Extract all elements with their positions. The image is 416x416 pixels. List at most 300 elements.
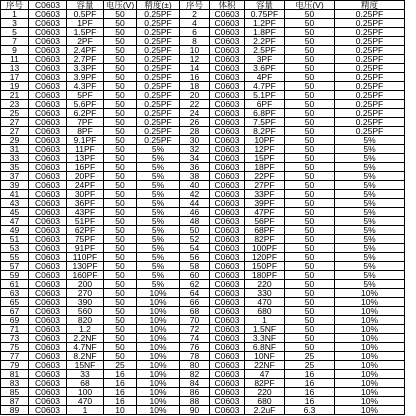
cell-right-tolerance: 10% [335, 379, 405, 388]
cell-right-size: C0603 [210, 235, 245, 244]
cell-left-size: C0603 [29, 370, 67, 379]
cell-right-size: C0603 [210, 271, 245, 280]
cell-right-voltage: 16 [285, 388, 335, 397]
cell-right-voltage: 6.3 [285, 406, 335, 415]
table-row [1, 199, 405, 208]
cell-left-tolerance: 10% [137, 388, 180, 397]
table-row [1, 370, 405, 379]
cell-left-tolerance: 10% [137, 352, 180, 361]
cell-left-capacitance: 2.4PF [67, 46, 104, 55]
cell-left-tolerance: 10% [137, 316, 180, 325]
cell-left-voltage: 50 [104, 307, 137, 316]
cell-left-tolerance: 5% [137, 145, 180, 154]
cell-right-capacitance: 3PF [245, 55, 285, 64]
cell-left-tolerance: 5% [137, 226, 180, 235]
cell-left-size: C0603 [29, 28, 67, 37]
cell-left-tolerance: 5% [137, 253, 180, 262]
table-row [1, 163, 405, 172]
cell-right-no: 28 [180, 127, 210, 136]
table-row [1, 226, 405, 235]
table-row [1, 37, 405, 46]
cell-left-voltage: 10 [104, 406, 137, 415]
table-row [1, 100, 405, 109]
cell-right-voltage: 50 [285, 307, 335, 316]
cell-right-voltage: 50 [285, 46, 335, 55]
cell-left-no: 39 [1, 181, 29, 190]
cell-right-tolerance: 0.25PF [335, 100, 405, 109]
cell-left-capacitance: 9.1PF [67, 136, 104, 145]
cell-left-no: 79 [1, 361, 29, 370]
cell-left-voltage: 50 [104, 10, 137, 19]
cell-left-tolerance: 5% [137, 163, 180, 172]
cell-right-voltage: 50 [285, 10, 335, 19]
cell-left-voltage: 50 [104, 91, 137, 100]
cell-right-size: C0603 [210, 181, 245, 190]
cell-right-tolerance: 10% [335, 307, 405, 316]
cell-left-voltage: 50 [104, 199, 137, 208]
cell-left-capacitance: 8PF [67, 127, 104, 136]
cell-left-capacitance: 0.5PF [67, 10, 104, 19]
cell-right-no: 60 [180, 271, 210, 280]
cell-right-no: 38 [180, 172, 210, 181]
cell-right-voltage: 50 [285, 145, 335, 154]
cell-left-size: C0603 [29, 37, 67, 46]
cell-left-tolerance: 10% [137, 289, 180, 298]
cell-left-capacitance: 2.7PF [67, 55, 104, 64]
cell-left-tolerance: 5% [137, 235, 180, 244]
cell-left-tolerance: 5% [137, 217, 180, 226]
cell-left-no: 45 [1, 208, 29, 217]
cell-left-voltage: 50 [104, 325, 137, 334]
cell-left-no: 83 [1, 379, 29, 388]
cell-left-voltage: 16 [104, 370, 137, 379]
cell-left-no: 33 [1, 154, 29, 163]
cell-left-voltage: 50 [104, 190, 137, 199]
cell-right-size: C0603 [210, 388, 245, 397]
cell-left-no: 43 [1, 199, 29, 208]
cell-right-voltage: 50 [285, 64, 335, 73]
cell-right-size: C0603 [210, 406, 245, 415]
table-row [1, 280, 405, 289]
cell-right-tolerance: 0.25PF [335, 127, 405, 136]
cell-right-capacitance: 8.2PF [245, 127, 285, 136]
cell-left-tolerance: 5% [137, 244, 180, 253]
cell-right-capacitance: 680 [245, 397, 285, 406]
cell-left-capacitance: 1PF [67, 19, 104, 28]
header-cell-left-voltage: 电压(V) [104, 1, 137, 10]
cell-left-voltage: 50 [104, 262, 137, 271]
cell-right-no: 76 [180, 343, 210, 352]
cell-right-size: C0603 [210, 190, 245, 199]
cell-left-size: C0603 [29, 136, 67, 145]
cell-left-capacitance: 5.6PF [67, 100, 104, 109]
cell-left-tolerance: 0.25PF [137, 82, 180, 91]
cell-left-voltage: 50 [104, 136, 137, 145]
header-cell-right-capacitance: 容量 [245, 1, 285, 10]
cell-left-voltage: 50 [104, 217, 137, 226]
header-cell-right-tolerance: 精度 [335, 1, 405, 10]
cell-right-tolerance: 0.25PF [335, 109, 405, 118]
table-row [1, 46, 405, 55]
cell-right-tolerance: 5% [335, 145, 405, 154]
cell-left-capacitance: 470 [67, 397, 104, 406]
table-row [1, 361, 405, 370]
cell-left-no: 69 [1, 316, 29, 325]
cell-right-tolerance: 10% [335, 406, 405, 415]
cell-right-tolerance: 0.25PF [335, 64, 405, 73]
cell-right-capacitance: 0.75PF [245, 10, 285, 19]
cell-right-capacitance: 22NF [245, 361, 285, 370]
cell-left-size: C0603 [29, 352, 67, 361]
cell-left-voltage: 50 [104, 154, 137, 163]
cell-left-size: C0603 [29, 325, 67, 334]
cell-left-capacitance: 820 [67, 316, 104, 325]
cell-right-no: 24 [180, 109, 210, 118]
cell-left-voltage: 50 [104, 145, 137, 154]
cell-left-no: 85 [1, 388, 29, 397]
cell-left-voltage: 50 [104, 55, 137, 64]
table-row [1, 154, 405, 163]
cell-right-capacitance: 82PF [245, 379, 285, 388]
cell-right-size: C0603 [210, 217, 245, 226]
cell-left-no: 77 [1, 352, 29, 361]
cell-left-capacitance: 2PF [67, 37, 104, 46]
cell-right-no: 30 [180, 136, 210, 145]
cell-right-voltage: 50 [285, 154, 335, 163]
cell-left-size: C0603 [29, 73, 67, 82]
table-row [1, 262, 405, 271]
cell-right-size: C0603 [210, 172, 245, 181]
header-cell-left-no: 序号 [1, 1, 29, 10]
cell-left-size: C0603 [29, 343, 67, 352]
cell-right-no: 88 [180, 397, 210, 406]
cell-left-voltage: 16 [104, 388, 137, 397]
cell-right-voltage: 50 [285, 298, 335, 307]
cell-left-capacitance: 3.3PF [67, 64, 104, 73]
cell-left-voltage: 50 [104, 19, 137, 28]
cell-left-no: 41 [1, 190, 29, 199]
cell-right-no: 58 [180, 262, 210, 271]
cell-left-voltage: 50 [104, 244, 137, 253]
cell-left-tolerance: 5% [137, 199, 180, 208]
cell-left-size: C0603 [29, 46, 67, 55]
cell-right-no: 48 [180, 217, 210, 226]
cell-right-size: C0603 [210, 298, 245, 307]
cell-left-capacitance: 5PF [67, 91, 104, 100]
cell-left-tolerance: 10% [137, 334, 180, 343]
cell-right-tolerance: 10% [335, 316, 405, 325]
table-row [1, 235, 405, 244]
cell-right-size: C0603 [210, 19, 245, 28]
cell-left-capacitance: 100 [67, 388, 104, 397]
cell-left-size: C0603 [29, 397, 67, 406]
cell-left-voltage: 50 [104, 37, 137, 46]
cell-right-voltage: 50 [285, 91, 335, 100]
cell-left-capacitance: 62PF [67, 226, 104, 235]
cell-right-voltage: 50 [285, 253, 335, 262]
cell-right-tolerance: 5% [335, 199, 405, 208]
cell-left-size: C0603 [29, 316, 67, 325]
cell-right-size: C0603 [210, 325, 245, 334]
cell-left-size: C0603 [29, 55, 67, 64]
cell-right-capacitance: 120PF [245, 253, 285, 262]
cell-right-capacitance: 27PF [245, 181, 285, 190]
cell-right-voltage: 50 [285, 190, 335, 199]
cell-right-tolerance: 5% [335, 244, 405, 253]
table-row [1, 208, 405, 217]
cell-right-capacitance: 1.8PF [245, 28, 285, 37]
cell-right-capacitance: 10PF [245, 136, 285, 145]
cell-right-voltage: 50 [285, 217, 335, 226]
cell-right-capacitance: 2.5PF [245, 46, 285, 55]
cell-right-voltage: 50 [285, 226, 335, 235]
cell-right-tolerance: 10% [335, 343, 405, 352]
cell-right-tolerance: 5% [335, 262, 405, 271]
cell-left-tolerance: 0.25PF [137, 28, 180, 37]
cell-right-no: 70 [180, 316, 210, 325]
cell-left-size: C0603 [29, 154, 67, 163]
cell-right-voltage: 50 [285, 280, 335, 289]
cell-right-size: C0603 [210, 199, 245, 208]
cell-left-capacitance: 270 [67, 289, 104, 298]
cell-left-tolerance: 10% [137, 361, 180, 370]
cell-left-no: 61 [1, 280, 29, 289]
header-cell-right-voltage: 电压(V) [285, 1, 335, 10]
cell-right-voltage: 50 [285, 163, 335, 172]
cell-left-no: 55 [1, 253, 29, 262]
cell-left-no: 25 [1, 109, 29, 118]
cell-left-capacitance: 130PF [67, 262, 104, 271]
table-row [1, 28, 405, 37]
cell-left-tolerance: 10% [137, 370, 180, 379]
cell-left-no: 65 [1, 298, 29, 307]
cell-right-voltage: 16 [285, 397, 335, 406]
cell-right-capacitance: 18PF [245, 163, 285, 172]
cell-left-no: 5 [1, 28, 29, 37]
cell-right-capacitance: 4PF [245, 73, 285, 82]
cell-right-capacitance: 680 [245, 307, 285, 316]
cell-right-size: C0603 [210, 334, 245, 343]
cell-right-size: C0603 [210, 91, 245, 100]
cell-left-no: 63 [1, 289, 29, 298]
cell-left-size: C0603 [29, 388, 67, 397]
cell-right-size: C0603 [210, 379, 245, 388]
cell-left-tolerance: 10% [137, 298, 180, 307]
cell-right-capacitance: 82PF [245, 235, 285, 244]
table-row [1, 316, 405, 325]
cell-left-capacitance: 1.2 [67, 325, 104, 334]
table-row [1, 118, 405, 127]
table-row [1, 397, 405, 406]
cell-left-size: C0603 [29, 406, 67, 415]
cell-right-no: 40 [180, 181, 210, 190]
cell-right-size: C0603 [210, 145, 245, 154]
cell-right-tolerance: 10% [335, 370, 405, 379]
cell-right-capacitance: 68PF [245, 226, 285, 235]
cell-right-voltage: 25 [285, 352, 335, 361]
cell-left-capacitance: 8.2NF [67, 352, 104, 361]
cell-right-capacitance: 2.2PF [245, 37, 285, 46]
cell-right-size: C0603 [210, 370, 245, 379]
cell-right-capacitance: 5.1PF [245, 91, 285, 100]
cell-right-no: 2 [180, 10, 210, 19]
cell-right-size: C0603 [210, 307, 245, 316]
cell-left-size: C0603 [29, 100, 67, 109]
cell-right-no: 84 [180, 379, 210, 388]
cell-right-tolerance: 10% [335, 388, 405, 397]
cell-right-size: C0603 [210, 64, 245, 73]
table-row [1, 244, 405, 253]
cell-right-size: C0603 [210, 343, 245, 352]
cell-right-voltage: 16 [285, 370, 335, 379]
cell-left-capacitance: 110PF [67, 253, 104, 262]
table-row [1, 73, 405, 82]
cell-right-voltage: 50 [285, 181, 335, 190]
cell-right-size: C0603 [210, 397, 245, 406]
cell-left-no: 87 [1, 397, 29, 406]
cell-right-voltage: 50 [285, 100, 335, 109]
table-row [1, 91, 405, 100]
cell-left-tolerance: 5% [137, 154, 180, 163]
header-row [1, 1, 405, 10]
table-row [1, 10, 405, 19]
cell-right-voltage: 50 [285, 325, 335, 334]
cell-right-tolerance: 0.25PF [335, 37, 405, 46]
cell-right-tolerance: 0.25PF [335, 19, 405, 28]
cell-left-tolerance: 0.25PF [137, 118, 180, 127]
cell-left-capacitance: 33 [67, 370, 104, 379]
cell-left-capacitance: 24PF [67, 181, 104, 190]
cell-left-no: 13 [1, 64, 29, 73]
cell-right-size: C0603 [210, 82, 245, 91]
cell-right-capacitance: 6.8PF [245, 109, 285, 118]
cell-right-no: 72 [180, 325, 210, 334]
cell-left-tolerance: 5% [137, 262, 180, 271]
cell-right-voltage: 50 [285, 289, 335, 298]
cell-right-tolerance: 10% [335, 298, 405, 307]
cell-right-tolerance: 0.25PF [335, 73, 405, 82]
cell-right-capacitance: 22PF [245, 172, 285, 181]
header-cell-right-size: 体积 [210, 1, 245, 10]
cell-left-no: 29 [1, 136, 29, 145]
cell-left-no: 59 [1, 271, 29, 280]
cell-left-no: 9 [1, 46, 29, 55]
cell-left-voltage: 50 [104, 100, 137, 109]
cell-left-voltage: 16 [104, 379, 137, 388]
cell-right-capacitance: 150PF [245, 262, 285, 271]
cell-left-size: C0603 [29, 172, 67, 181]
cell-right-no: 80 [180, 361, 210, 370]
cell-left-size: C0603 [29, 235, 67, 244]
cell-left-voltage: 50 [104, 127, 137, 136]
cell-left-size: C0603 [29, 262, 67, 271]
cell-right-tolerance: 5% [335, 154, 405, 163]
cell-right-voltage: 50 [285, 109, 335, 118]
table-row [1, 217, 405, 226]
cell-right-tolerance: 0.25PF [335, 28, 405, 37]
cell-left-no: 19 [1, 82, 29, 91]
cell-right-capacitance: 56PF [245, 217, 285, 226]
cell-right-capacitance: 1.5NF [245, 325, 285, 334]
cell-left-capacitance: 1 [67, 406, 104, 415]
cell-right-voltage: 25 [285, 361, 335, 370]
cell-right-no: 26 [180, 118, 210, 127]
cell-left-no: 71 [1, 325, 29, 334]
cell-right-no: 20 [180, 91, 210, 100]
cell-left-capacitance: 560 [67, 307, 104, 316]
cell-right-size: C0603 [210, 100, 245, 109]
cell-left-size: C0603 [29, 226, 67, 235]
cell-right-no: 90 [180, 406, 210, 415]
cell-left-voltage: 50 [104, 109, 137, 118]
cell-left-capacitance: 3.9PF [67, 73, 104, 82]
table-row [1, 253, 405, 262]
cell-right-size: C0603 [210, 289, 245, 298]
cell-right-tolerance: 5% [335, 190, 405, 199]
cell-right-no: 44 [180, 199, 210, 208]
cell-left-size: C0603 [29, 298, 67, 307]
cell-right-voltage: 50 [285, 343, 335, 352]
table-row [1, 298, 405, 307]
cell-right-size: C0603 [210, 361, 245, 370]
cell-left-size: C0603 [29, 244, 67, 253]
cell-right-voltage: 50 [285, 37, 335, 46]
cell-right-size: C0603 [210, 352, 245, 361]
cell-left-no: 27 [1, 118, 29, 127]
cell-left-tolerance: 5% [137, 190, 180, 199]
cell-right-tolerance: 5% [335, 253, 405, 262]
cell-left-size: C0603 [29, 280, 67, 289]
cell-left-no: 47 [1, 217, 29, 226]
cell-left-voltage: 50 [104, 235, 137, 244]
cell-left-tolerance: 10% [137, 343, 180, 352]
cell-right-capacitance: 2.2uF [245, 406, 285, 415]
table-row [1, 82, 405, 91]
cell-left-voltage: 50 [104, 280, 137, 289]
cell-left-size: C0603 [29, 145, 67, 154]
cell-left-voltage: 16 [104, 397, 137, 406]
cell-left-voltage: 50 [104, 334, 137, 343]
cell-left-no: 23 [1, 100, 29, 109]
cell-left-no: 31 [1, 145, 29, 154]
cell-left-capacitance: 4.7NF [67, 343, 104, 352]
cell-left-size: C0603 [29, 64, 67, 73]
cell-left-tolerance: 5% [137, 280, 180, 289]
cell-right-capacitance: 470 [245, 298, 285, 307]
cell-right-voltage: 50 [285, 208, 335, 217]
cell-left-capacitance: 91PF [67, 244, 104, 253]
cell-left-tolerance: 0.25PF [137, 46, 180, 55]
cell-right-tolerance: 0.25PF [335, 91, 405, 100]
cell-left-voltage: 50 [104, 73, 137, 82]
table-row [1, 181, 405, 190]
cell-right-no: 66 [180, 298, 210, 307]
cell-left-no: 11 [1, 55, 29, 64]
cell-right-capacitance: 12PF [245, 145, 285, 154]
cell-right-no: 50 [180, 226, 210, 235]
table-row [1, 145, 405, 154]
cell-right-tolerance: 10% [335, 325, 405, 334]
cell-left-no: 37 [1, 172, 29, 181]
cell-right-no: 36 [180, 163, 210, 172]
cell-left-capacitance: 13PF [67, 154, 104, 163]
cell-right-tolerance: 10% [335, 289, 405, 298]
table-row [1, 352, 405, 361]
cell-right-capacitance: 33PF [245, 190, 285, 199]
cell-left-size: C0603 [29, 82, 67, 91]
cell-left-voltage: 50 [104, 289, 137, 298]
cell-right-size: C0603 [210, 136, 245, 145]
